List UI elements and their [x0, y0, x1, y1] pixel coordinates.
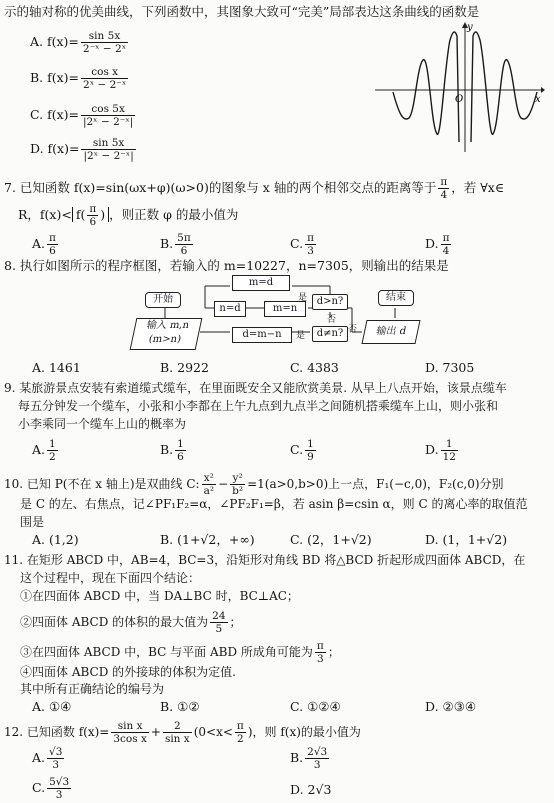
q12-option-c: [32, 776, 73, 801]
numerator: sin x: [111, 720, 149, 733]
q9-line2: 每五分钟发一个缆车，小张和小李都在上午九点到九点半之间随机搭乘缆车上山，则小张和: [18, 399, 499, 413]
numerator: π: [89, 203, 97, 215]
q12-stem: [4, 720, 361, 745]
numerator: 1: [307, 438, 314, 450]
q8-option-d: D. 7305: [425, 360, 475, 375]
q10-option-b: B. (1+√2，+∞): [160, 532, 255, 547]
q11-statement-4: ④四面体 ABCD 的外接球的体积为定值.: [20, 665, 236, 679]
numerator: 24: [212, 610, 226, 622]
text: ③在四面体 ABCD 中，BC 与平面 ABD 所成角可能为: [20, 645, 313, 659]
denominator: 4: [440, 189, 448, 201]
denominator: 6: [177, 451, 184, 463]
q6-option-a: [30, 30, 130, 55]
q8-option-c: C. 4383: [290, 360, 339, 375]
flow-start: 开始: [145, 292, 181, 308]
denominator: 12: [442, 451, 456, 463]
denominator: b²: [232, 485, 244, 497]
x-label: x: [535, 94, 541, 105]
flow-n-eq-d: n=d: [214, 301, 246, 317]
fraction: [210, 610, 227, 635]
denominator: 6: [180, 245, 188, 257]
flow-label-no2: 否: [348, 325, 358, 335]
text: ；: [327, 645, 340, 659]
text: +: [150, 725, 161, 739]
fraction: [305, 438, 316, 463]
denominator: 9: [307, 451, 314, 463]
q12-option-a: [32, 746, 66, 771]
numerator: 2: [163, 720, 192, 733]
text: f(: [75, 207, 86, 222]
option-label: D.: [425, 236, 439, 251]
numerator: y²: [230, 472, 245, 485]
option-label: C.: [290, 236, 304, 251]
q10-line2: 是 C 的左、右焦点，记∠PF₁F₂=α，∠PF₂F₁=β，若 asin β=csin α，则 C 的离心率的取值范: [20, 497, 528, 511]
q9-option-d: [425, 438, 460, 463]
flow-m-eq-n: m=n: [264, 301, 306, 317]
option-label: D.: [425, 442, 439, 457]
text: 10. 已知 P(不在 x 轴上)是双曲线 C:: [4, 477, 200, 491]
text: 输入 m,n: [145, 320, 191, 331]
fraction: [81, 30, 128, 55]
numerator: x²: [202, 472, 216, 485]
option-label: B.: [160, 236, 174, 251]
denominator: |2ˣ − 2⁻ˣ|: [82, 116, 134, 128]
numerator: π: [442, 232, 450, 244]
q11-statement-3: [20, 640, 340, 665]
numerator: cos 5x: [81, 103, 135, 116]
denominator: 3: [313, 759, 321, 771]
flow-label-no: 否: [327, 315, 337, 325]
numerator: 1: [49, 438, 56, 450]
q11-line2: 这个过程中，现在下面四个结论：: [20, 571, 201, 585]
q7-option-c: [290, 232, 318, 257]
text: −: [218, 477, 229, 491]
x-axis-arrow: [541, 87, 545, 93]
denominator: 3cos x: [113, 733, 147, 745]
text: )，则 f(x)的最小值为: [247, 725, 361, 739]
q12-option-d: D. 2√3: [290, 782, 332, 797]
denominator: 4: [442, 245, 450, 257]
flow-d-eq: d=m−n: [232, 327, 292, 343]
option-label: D. f(x)=: [30, 141, 80, 156]
numerator: π: [440, 176, 448, 188]
option-label: C. f(x)=: [30, 107, 79, 122]
q9-line3: 小李乘同一个缆车上山的概率为: [18, 417, 187, 431]
q7-option-d: [425, 232, 453, 257]
denominator: 6: [89, 216, 97, 228]
q9-line1: 9. 某旅游景点安装有索道缆式缆车，在里面既安全又能欣赏美景. 从早上八点开始，该景点缆车: [4, 381, 507, 395]
fraction: [315, 640, 326, 665]
fraction: [47, 438, 58, 463]
numerator: π: [316, 640, 324, 652]
q9-option-c: [290, 438, 318, 463]
denominator: 2: [49, 451, 56, 463]
q9-option-a: [32, 438, 60, 463]
fraction: [202, 472, 216, 497]
text: 7. 已知函数 f(x)=sin(ωx+φ)(ω>0)的图象与 x 轴的两个相邻交点的距离等于: [4, 180, 437, 195]
flow-output: 输出 d: [361, 320, 420, 344]
q11-option-d: D. ②③④: [425, 699, 477, 714]
fraction: [230, 472, 245, 497]
fraction: [81, 66, 128, 91]
fraction: [81, 137, 135, 162]
fraction: [441, 232, 452, 257]
numerator: 1: [441, 438, 458, 451]
numerator: √3: [49, 746, 63, 758]
q8-option-b: B. 2922: [160, 360, 209, 375]
denominator: 6: [49, 245, 56, 257]
q7-stem-line1: [4, 176, 504, 201]
numerator: 2√3: [307, 746, 328, 758]
function-graph: [375, 22, 545, 157]
fraction: [438, 176, 449, 201]
fraction: [87, 203, 98, 228]
fraction: [81, 103, 135, 128]
fraction: [47, 746, 64, 771]
flow-label-yes: 是: [298, 293, 308, 303]
q8-option-a: A. 1461: [32, 360, 81, 375]
denominator: 2: [237, 733, 244, 745]
q11-option-b: B. ①②: [160, 699, 200, 714]
fraction: [111, 720, 149, 745]
text: R，f(x)<: [18, 207, 72, 222]
option-label: A. f(x)=: [30, 34, 79, 49]
denominator: 5: [215, 623, 223, 635]
denominator: sin x: [164, 733, 190, 745]
denominator: a²: [203, 485, 215, 497]
q10-option-c: C. (2，1+√2): [290, 532, 372, 547]
option-label: C.: [290, 442, 304, 457]
fraction: [47, 232, 58, 257]
flow-label-yes2: 是: [296, 331, 306, 341]
numerator: 1: [177, 438, 184, 450]
denominator: 3: [307, 245, 314, 257]
denominator: 3: [52, 759, 60, 771]
q12-option-b: [290, 746, 331, 771]
option-label: A.: [32, 750, 46, 765]
q10-line1: [4, 472, 504, 497]
numerator: 5√3: [49, 776, 70, 788]
fraction: [175, 438, 186, 463]
y-label: y: [467, 22, 473, 33]
q11-line1: 11. 在矩形 ABCD 中，AB=4，BC=3，沿矩形对角线 BD 将△BCD 折起形成四面体 ABCD，在: [4, 553, 526, 567]
numerator: π: [307, 232, 314, 244]
fraction: [47, 776, 71, 801]
q11-statement-1: ①在四面体 ABCD 中，当 DA⊥BC 时，BC⊥AC；: [20, 589, 299, 603]
q10-line3: 围是: [20, 515, 45, 529]
denominator: |2ˣ − 2⁻ˣ|: [83, 150, 134, 162]
text: =1(a>0,b>0)上一点，F₁(−c,0)，F₂(c,0)分别: [247, 477, 504, 491]
option-label: B. f(x)=: [30, 70, 80, 85]
text: ；: [229, 615, 242, 629]
denominator: 2⁻ˣ − 2ˣ: [82, 43, 127, 55]
q6-option-b: [30, 66, 130, 91]
numerator: cos x: [81, 66, 128, 79]
text: (0<x<: [193, 725, 233, 739]
q11-question: 其中所有正确结论的编号为: [20, 682, 165, 696]
denominator: 3: [317, 653, 324, 665]
q6-stem: 示的轴对称的优美曲线，下列函数中，其图象大致可“完美”局部表达这条曲线的函数是: [4, 4, 480, 19]
origin-label: O: [455, 94, 464, 105]
numerator: sin 5x: [81, 30, 128, 43]
fraction: [441, 438, 458, 463]
numerator: π: [236, 720, 244, 732]
flow-input: [130, 318, 203, 350]
flow-m-eq-d: m=d: [232, 275, 290, 291]
fraction: [305, 746, 329, 771]
fraction: [163, 720, 192, 745]
text: (m>n): [147, 334, 183, 345]
text: ，则正数 φ 的最小值为: [109, 207, 239, 222]
numerator: 5π: [177, 232, 191, 244]
denominator: 3: [55, 789, 63, 801]
q7-option-b: [160, 232, 195, 257]
q10-option-d: D. (1，1+√2): [425, 532, 508, 547]
q6-option-c: [30, 103, 137, 128]
q11-option-c: C. ①②④: [290, 699, 341, 714]
text: 12. 已知函数 f(x)=: [4, 725, 110, 739]
text: ，若 ∀x∈: [451, 180, 505, 195]
q9-option-b: [160, 438, 188, 463]
q8-stem: 8. 执行如图所示的程序框图，若输入的 m=10227，n=7305，则输出的结果是: [4, 258, 449, 273]
q11-statement-2: [20, 610, 242, 635]
option-label: B.: [290, 750, 304, 765]
numerator: sin 5x: [81, 137, 135, 150]
text: ): [100, 207, 106, 222]
option-label: C.: [32, 780, 46, 795]
fraction: [305, 232, 316, 257]
option-label: A.: [32, 442, 46, 457]
numerator: π: [49, 232, 56, 244]
fraction: [175, 232, 193, 257]
flow-cond1: d>n?: [312, 294, 348, 310]
abs-value: [72, 203, 109, 228]
flow-cond2: d≠n?: [312, 326, 348, 342]
q11-option-a: A. ①④: [32, 699, 72, 714]
q7-option-a: [32, 232, 60, 257]
option-label: A.: [32, 236, 46, 251]
option-label: B.: [160, 442, 174, 457]
q6-option-d: [30, 137, 138, 162]
q7-stem-line2: [18, 203, 238, 228]
denominator: 2ˣ − 2⁻ˣ: [83, 79, 127, 91]
fraction: [235, 720, 246, 745]
text: ②四面体 ABCD 的体积的最大值为: [20, 615, 209, 629]
flow-end: 结束: [378, 290, 414, 306]
q10-option-a: A. (1,2): [32, 532, 79, 547]
